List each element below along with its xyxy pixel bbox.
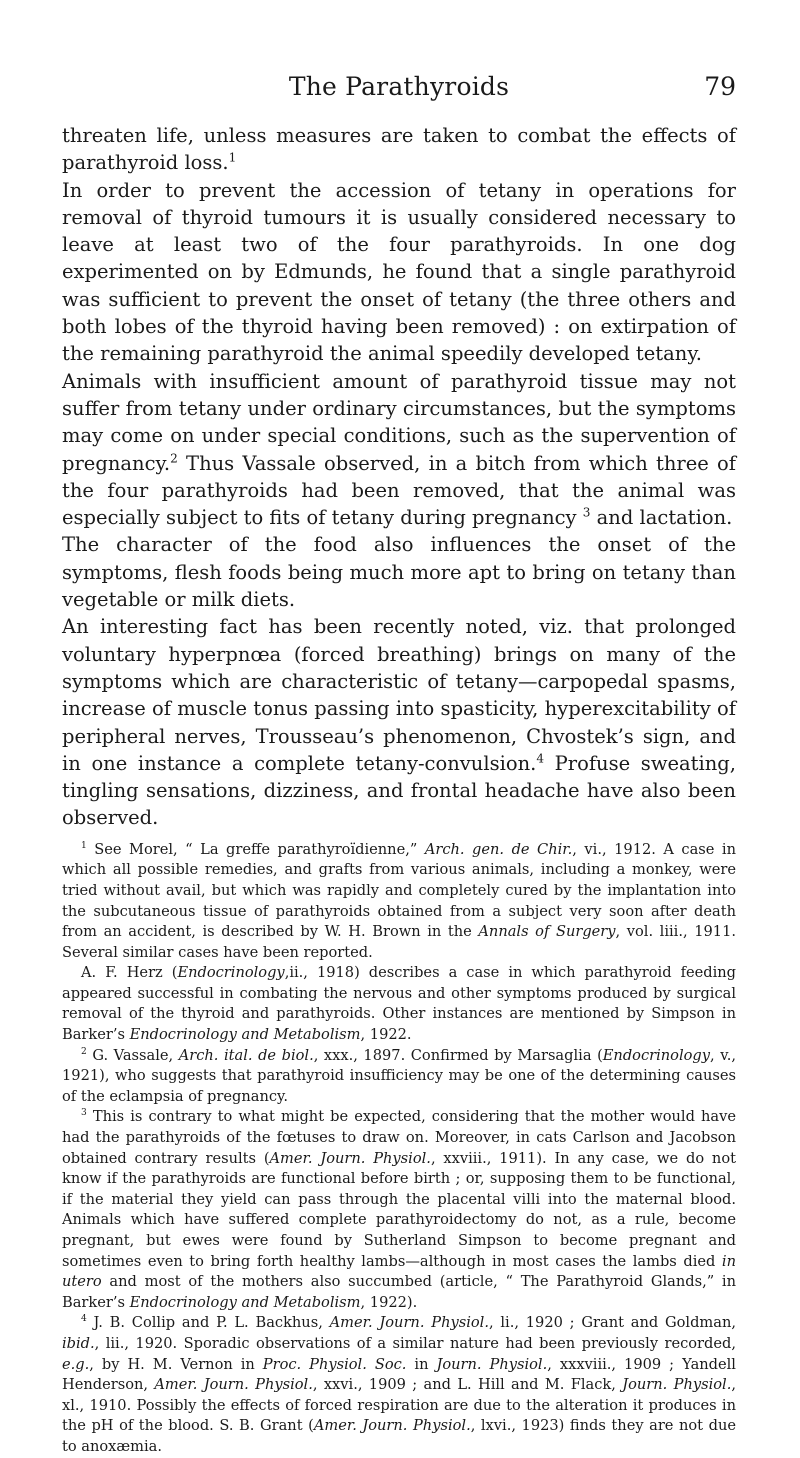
italic-run: Arch. gen. de Chir.	[424, 840, 573, 858]
text-run: ,ii., 1918) describes a case in which parathyroid feeding appeared successful in combating the nervous and other symptoms produced by surgical removal of the thyroid and parathyroids. Other instances are mentioned by Simpson in Barker’s	[62, 964, 736, 1044]
paragraph	[62, 368, 736, 532]
footnotes	[62, 840, 736, 1458]
text-run: , lii., 1920. Sporadic observations of a similar nature had been previously recorded,	[94, 1334, 736, 1352]
italic-run: Journ. Physiol.	[436, 1355, 548, 1373]
text-run: threaten life, unless measures are taken to combat the effects of parathyroid loss.	[62, 124, 736, 175]
footnote-marker: 2	[81, 1046, 87, 1057]
text-run: A. F. Herz (	[81, 964, 178, 982]
text-run: , by H. M. Vernon in	[89, 1355, 263, 1373]
italic-run: Amer. Journ. Physiol.	[313, 1417, 471, 1435]
italic-run: Amer. Journ. Physiol.	[329, 1314, 489, 1332]
text-run: , lxvi., 1923) finds they are not due to anoxæmia.	[62, 1417, 736, 1455]
text-run: and lactation.	[590, 506, 733, 530]
footnote	[62, 1107, 736, 1313]
italic-run: Endocrinology	[177, 964, 285, 982]
running-title: The Parathyroids	[288, 72, 510, 101]
text-run: This is contrary to what might be expected, considering that the mother would have had the parathyroids of the fœtuses to draw on. Moreover, in cats Carlson and Jacobson obtained contrary results (	[62, 1108, 736, 1167]
footnote	[62, 1313, 736, 1457]
paragraph	[62, 613, 736, 831]
paragraph	[62, 531, 736, 613]
text-run: in	[406, 1355, 437, 1373]
text-run: , xl., 1910. Possibly the effects of forced respiration are due to the alteration it produces in the pH of the blood. S. B. Grant (	[62, 1376, 736, 1435]
footnote-marker: 4	[81, 1314, 87, 1325]
footnote-marker: 2	[170, 451, 178, 466]
italic-run: Annals of Surgery	[478, 923, 616, 941]
text-run: An interesting fact has been recently noted, viz. that prolonged voluntary hyperpnœa (forced breathing) brings on many of the symptoms which are characteristic of tetany—carpopedal spasms, increase of muscle tonus passing into spasticity, hyperexcitability of peripheral nerves, Trousseau’s phenomenon, Chvostek’s sign, and in one instance a complete tetany-convulsion.	[62, 615, 736, 775]
footnote-marker: 1	[81, 840, 87, 851]
italic-run: e.g.	[62, 1355, 90, 1373]
text-run: , v., 1921), who suggests that parathyroid insufficiency may be one of the determining causes of the eclampsia of pregnancy.	[62, 1046, 736, 1105]
italic-run: Amer. Journ. Physiol.	[269, 1149, 431, 1167]
text-run: , vol. liii., 1911. Several similar cases have been reported.	[62, 923, 736, 961]
footnote-marker: 4	[536, 751, 545, 766]
italic-run: Arch. ital. de biol.	[178, 1046, 314, 1064]
text-run: G. Vassale,	[86, 1046, 179, 1064]
footnote-marker: 3	[81, 1108, 87, 1119]
italic-run: Amer. Journ. Physiol.	[154, 1376, 313, 1394]
italic-run: Journ. Physiol.	[622, 1376, 732, 1394]
footnote	[62, 840, 736, 964]
footnote	[62, 963, 736, 1045]
italic-run: ibid.	[62, 1334, 95, 1352]
text-run: Thus Vassale observed, in a bitch from which three of the four parathyroids had been removed, that the animal was especially subject to fits of tetany during pregnancy	[62, 451, 736, 530]
italic-run: Endocrinology and Metabolism	[129, 1026, 361, 1044]
text-run: Profuse sweating, tingling sensations, dizziness, and frontal headache have also been observed.	[62, 751, 736, 830]
footnote-marker: 1	[228, 150, 237, 165]
page-number: 79	[704, 72, 736, 101]
text-run: See Morel, “ La greffe parathyroïdienne,”	[86, 840, 425, 858]
text-run: , vi., 1912. A case in which all possible remedies, and grafts from various animals, including a monkey, were tried without avail, but which was rapidly and completely cured by the implantation into the subcutaneous tissue of parathyroids obtained from a subject very soon after death from an accident, is described by W. H. Brown in the	[62, 840, 736, 941]
text-run: , xxviii., 1911). In any case, we do not know if the parathyroids are functional before birth ; or, supposing them to be functional, if the material they yield can pass through the placental villi into the maternal blood. Animals which have suffered complete parathyroidectomy do not, as a rule, become pregnant, but ewes were found by Sutherland Simpson to become pregnant and sometimes even to bring forth healthy lambs—although in most cases the lambs died	[62, 1149, 736, 1270]
text-run: , li., 1920 ; Grant and Goldman,	[488, 1314, 736, 1332]
text-run: and most of the mothers also succumbed (article, “ The Parathyroid Glands,” in Barker’s	[62, 1273, 736, 1311]
text-run: Animals with insufficient amount of parathyroid tissue may not suffer from tetany under ordinary circumstances, but the symptoms may come on under special conditions, such as the supervention of pregnancy.	[62, 369, 736, 475]
italic-run: Endocrinology	[602, 1046, 710, 1064]
text-run: , xxx., 1897. Confirmed by Marsaglia (	[313, 1046, 603, 1064]
running-head	[62, 72, 736, 112]
footnote	[62, 1046, 736, 1108]
text-run: , 1922).	[360, 1293, 418, 1311]
text-run: The character of the food also influences the onset of the symptoms, flesh foods being much more apt to bring on tetany than vegetable or milk diets.	[62, 533, 736, 612]
italic-run: Endocrinology and Metabolism	[129, 1293, 361, 1311]
text-run: , 1922.	[360, 1026, 412, 1044]
paragraph	[62, 122, 736, 177]
text-run: In order to prevent the accession of tetany in operations for removal of thyroid tumours it is usually considered necessary to leave at least two of the four parathyroids. In one dog experimented on by Edmunds, he found that a single parathyroid was sufficient to prevent the onset of tetany (the three others and both lobes of the thyroid having been removed) : on extirpation of the remaining parathyroid the animal speedily developed tetany.	[62, 178, 736, 366]
footnote-marker: 3	[582, 505, 591, 520]
italic-run: Proc. Physiol. Soc.	[262, 1355, 407, 1373]
paragraph	[62, 177, 736, 368]
text-run: , xxxviii., 1909 ; Yandell Henderson,	[62, 1355, 736, 1394]
body-text	[62, 122, 736, 832]
text-run: , xxvi., 1909 ; and L. Hill and M. Flack,	[312, 1376, 623, 1394]
italic-run: in utero	[62, 1252, 736, 1291]
text-run: J. B. Collip and P. L. Backhus,	[86, 1314, 330, 1332]
